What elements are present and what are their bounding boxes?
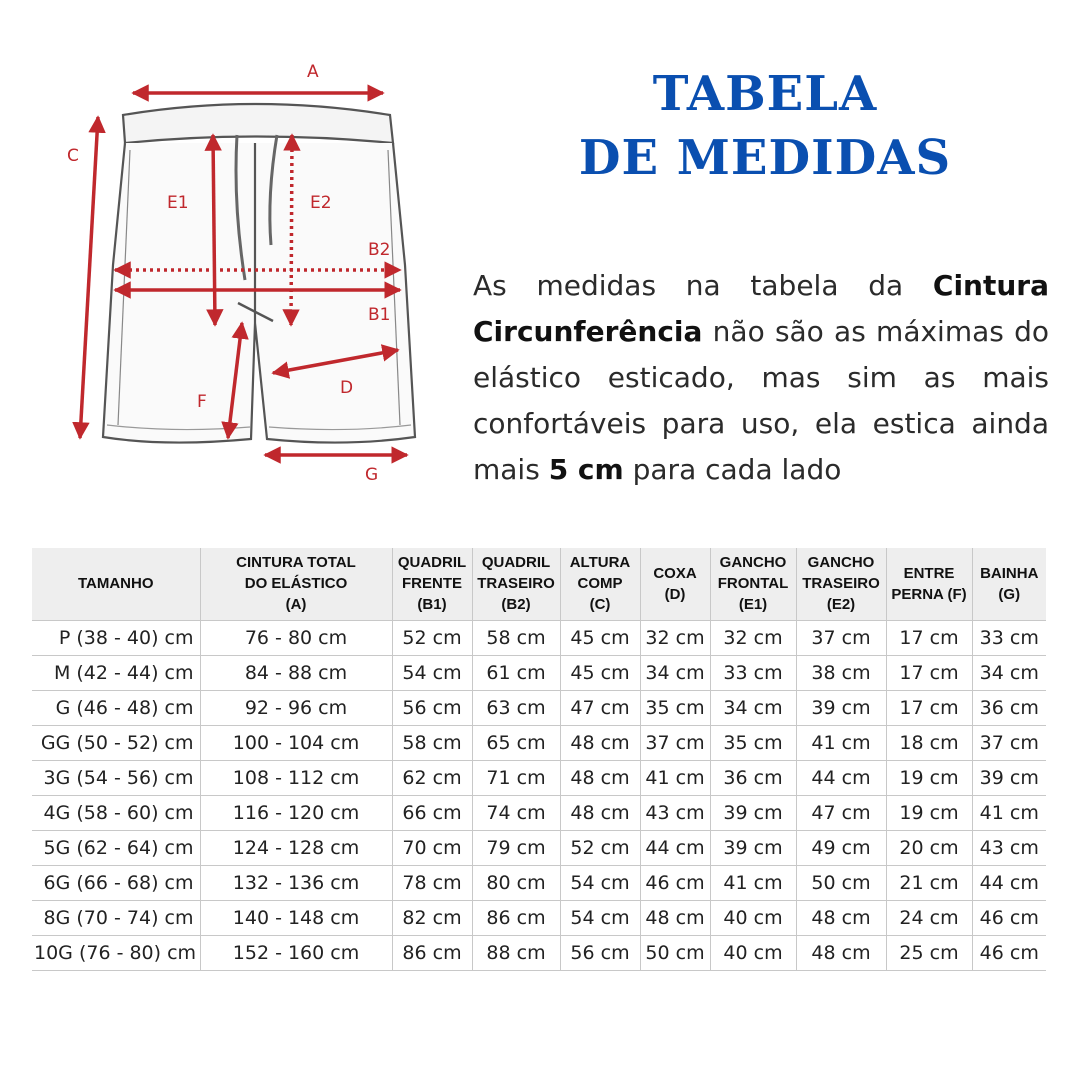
cell-waist: 108 - 112 cm (200, 760, 392, 795)
label-b2: B2 (368, 240, 391, 260)
header-tamanho: TAMANHO (32, 548, 200, 620)
size-table-container (32, 548, 1046, 971)
label-a: A (307, 62, 319, 82)
cell-thigh: 50 cm (640, 935, 710, 970)
cell-hip-back: 71 cm (472, 760, 560, 795)
cell-inseam: 19 cm (886, 795, 972, 830)
cell-waist: 100 - 104 cm (200, 725, 392, 760)
cell-hip-back: 61 cm (472, 655, 560, 690)
cell-length: 47 cm (560, 690, 640, 725)
table-body (32, 620, 1046, 970)
table-row (32, 760, 1046, 795)
cell-length: 52 cm (560, 830, 640, 865)
cell-hip-front: 58 cm (392, 725, 472, 760)
cell-hem: 46 cm (972, 900, 1046, 935)
cell-inseam: 25 cm (886, 935, 972, 970)
table-row (32, 900, 1046, 935)
cell-front-rise: 40 cm (710, 900, 796, 935)
cell-back-rise: 47 cm (796, 795, 886, 830)
cell-length: 56 cm (560, 935, 640, 970)
cell-hem: 33 cm (972, 620, 1046, 655)
cell-hip-back: 86 cm (472, 900, 560, 935)
table-row (32, 620, 1046, 655)
cell-hip-back: 79 cm (472, 830, 560, 865)
cell-waist: 152 - 160 cm (200, 935, 392, 970)
cell-hem: 41 cm (972, 795, 1046, 830)
cell-size: 8G (70 - 74) cm (32, 900, 200, 935)
header-entre-perna: ENTRE PERNA (F) (886, 548, 972, 620)
cell-thigh: 34 cm (640, 655, 710, 690)
cell-front-rise: 35 cm (710, 725, 796, 760)
cell-hip-front: 82 cm (392, 900, 472, 935)
cell-front-rise: 39 cm (710, 795, 796, 830)
note-bold-2: 5 cm (548, 453, 624, 486)
header-coxa: COXA (D) (640, 548, 710, 620)
cell-back-rise: 38 cm (796, 655, 886, 690)
cell-back-rise: 48 cm (796, 900, 886, 935)
cell-waist: 124 - 128 cm (200, 830, 392, 865)
cell-size: M (42 - 44) cm (32, 655, 200, 690)
cell-hem: 34 cm (972, 655, 1046, 690)
table-row (32, 795, 1046, 830)
table-row (32, 655, 1046, 690)
table-row (32, 830, 1046, 865)
cell-hip-front: 78 cm (392, 865, 472, 900)
header-gancho-frontal: GANCHO FRONTAL (E1) (710, 548, 796, 620)
cell-length: 45 cm (560, 655, 640, 690)
cell-hip-back: 63 cm (472, 690, 560, 725)
cell-length: 48 cm (560, 760, 640, 795)
header-altura: ALTURA COMP (C) (560, 548, 640, 620)
cell-length: 48 cm (560, 725, 640, 760)
cell-thigh: 41 cm (640, 760, 710, 795)
cell-hip-front: 52 cm (392, 620, 472, 655)
header-cintura: CINTURA TOTAL DO ELÁSTICO (A) (200, 548, 392, 620)
measurement-note (473, 263, 1049, 493)
cell-back-rise: 44 cm (796, 760, 886, 795)
cell-waist: 76 - 80 cm (200, 620, 392, 655)
cell-front-rise: 34 cm (710, 690, 796, 725)
cell-hip-front: 62 cm (392, 760, 472, 795)
header-quadril-frente: QUADRIL FRENTE (B1) (392, 548, 472, 620)
cell-inseam: 19 cm (886, 760, 972, 795)
table-row (32, 865, 1046, 900)
cell-inseam: 17 cm (886, 655, 972, 690)
cell-thigh: 32 cm (640, 620, 710, 655)
cell-front-rise: 33 cm (710, 655, 796, 690)
cell-hem: 43 cm (972, 830, 1046, 865)
cell-hip-front: 86 cm (392, 935, 472, 970)
label-b1: B1 (368, 305, 391, 325)
cell-back-rise: 37 cm (796, 620, 886, 655)
cell-front-rise: 36 cm (710, 760, 796, 795)
cell-back-rise: 49 cm (796, 830, 886, 865)
cell-length: 54 cm (560, 900, 640, 935)
cell-size: 5G (62 - 64) cm (32, 830, 200, 865)
cell-size: G (46 - 48) cm (32, 690, 200, 725)
cell-thigh: 48 cm (640, 900, 710, 935)
label-g: G (365, 465, 379, 485)
cell-hip-back: 80 cm (472, 865, 560, 900)
cell-length: 54 cm (560, 865, 640, 900)
cell-size: GG (50 - 52) cm (32, 725, 200, 760)
table-row (32, 725, 1046, 760)
cell-inseam: 21 cm (886, 865, 972, 900)
cell-hem: 39 cm (972, 760, 1046, 795)
label-e2: E2 (310, 193, 332, 213)
cell-back-rise: 39 cm (796, 690, 886, 725)
table-row (32, 690, 1046, 725)
cell-waist: 84 - 88 cm (200, 655, 392, 690)
label-e1: E1 (167, 193, 189, 213)
header-bainha: BAINHA (G) (972, 548, 1046, 620)
cell-hip-front: 56 cm (392, 690, 472, 725)
cell-thigh: 35 cm (640, 690, 710, 725)
cell-length: 45 cm (560, 620, 640, 655)
cell-waist: 132 - 136 cm (200, 865, 392, 900)
cell-hip-back: 65 cm (472, 725, 560, 760)
cell-waist: 116 - 120 cm (200, 795, 392, 830)
cell-hem: 44 cm (972, 865, 1046, 900)
note-text-1: As medidas na tabela da (473, 269, 933, 302)
cell-hip-back: 88 cm (472, 935, 560, 970)
shorts-illustration (103, 104, 415, 443)
size-table (32, 548, 1046, 971)
cell-size: 10G (76 - 80) cm (32, 935, 200, 970)
cell-front-rise: 39 cm (710, 830, 796, 865)
table-row (32, 935, 1046, 970)
cell-size: 4G (58 - 60) cm (32, 795, 200, 830)
cell-thigh: 44 cm (640, 830, 710, 865)
cell-inseam: 18 cm (886, 725, 972, 760)
cell-waist: 140 - 148 cm (200, 900, 392, 935)
note-text-2: não são as máximas do elástico esticado, mas sim as mais confortáveis para uso, ela estica ainda mais (473, 315, 1049, 486)
table-header-row (32, 548, 1046, 620)
cell-front-rise: 40 cm (710, 935, 796, 970)
label-c: C (67, 146, 79, 166)
cell-hip-back: 58 cm (472, 620, 560, 655)
shorts-diagram (55, 55, 435, 495)
cell-back-rise: 50 cm (796, 865, 886, 900)
cell-thigh: 46 cm (640, 865, 710, 900)
cell-thigh: 37 cm (640, 725, 710, 760)
header-gancho-traseiro: GANCHO TRASEIRO (E2) (796, 548, 886, 620)
note-bold-1: Cintura Circunferência (473, 269, 1049, 348)
cell-size: 6G (66 - 68) cm (32, 865, 200, 900)
cell-front-rise: 32 cm (710, 620, 796, 655)
label-d: D (340, 378, 354, 398)
cell-waist: 92 - 96 cm (200, 690, 392, 725)
cell-hip-back: 74 cm (472, 795, 560, 830)
cell-hip-front: 54 cm (392, 655, 472, 690)
cell-hem: 37 cm (972, 725, 1046, 760)
cell-inseam: 17 cm (886, 690, 972, 725)
cell-hip-front: 70 cm (392, 830, 472, 865)
label-f: F (197, 392, 207, 412)
cell-inseam: 20 cm (886, 830, 972, 865)
cell-hem: 46 cm (972, 935, 1046, 970)
cell-thigh: 43 cm (640, 795, 710, 830)
title-line-2: DE MEDIDAS (578, 130, 952, 186)
note-text-3: para cada lado (623, 453, 842, 486)
cell-front-rise: 41 cm (710, 865, 796, 900)
cell-size: P (38 - 40) cm (32, 620, 200, 655)
cell-inseam: 17 cm (886, 620, 972, 655)
header-quadril-traseiro: QUADRIL TRASEIRO (B2) (472, 548, 560, 620)
cell-inseam: 24 cm (886, 900, 972, 935)
page-title (560, 62, 970, 190)
cell-back-rise: 41 cm (796, 725, 886, 760)
cell-hem: 36 cm (972, 690, 1046, 725)
cell-length: 48 cm (560, 795, 640, 830)
title-line-1: TABELA (652, 66, 878, 122)
cell-size: 3G (54 - 56) cm (32, 760, 200, 795)
cell-hip-front: 66 cm (392, 795, 472, 830)
cell-back-rise: 48 cm (796, 935, 886, 970)
